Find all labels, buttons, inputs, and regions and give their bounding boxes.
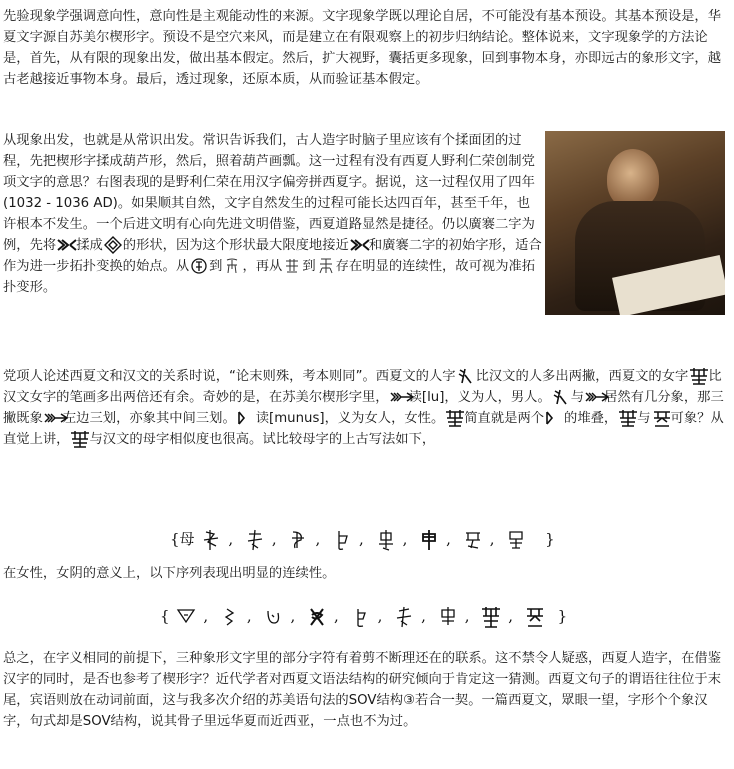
tangut-variant-glyph-icon (524, 605, 546, 629)
paragraph-female-sequence-intro: 在女性，女阴的意义上，以下序列表现出明显的连续性。 (3, 566, 336, 581)
figure-photo-yeli-renrong (545, 131, 725, 315)
bronze-female-glyph-icon (306, 605, 328, 629)
ancient-glyph-icon (222, 257, 242, 275)
cuneiform-lu-glyph-icon (389, 388, 409, 406)
bronze-mother-glyph-icon (287, 528, 309, 552)
bronze-mother-glyph-icon (331, 528, 353, 552)
document-page: 先验现象学强调意向性，意向性是主观能动性的来源。文字现象学既以理论自居，不可能没有基本预设。其基本预设是，华夏文字源自苏美尔楔形字。预设不是空穴来风，而是建立在有限观察上的初步归纳结论。整体说来，文字现象学的方法论是，首先，从有限的现象出发，做出基本假定。然后，扩大视野，囊括更多现象，回到事物本身，亦即远古的象形文字，越古老越接近事物本身。最后，透过现象，还原本质，从而验证基本假定。 从现象出发，也就是从常识出发。常识告诉我们，古人造字时脑子里应该有个揉面团的过程，先把楔形字揉成葫芦形，然后，照着葫芦画瓢。这一过程有没有西夏人野利仁荣创制党项文字的意思？右图表现的是野利仁荣在用汉字偏旁拼西夏字。据说，这一过程仅用了四年(1032 - 1036 AD)。如果顺其自然，文字自然发生的过程可能长达四百年，甚至千年，也许根本不发生。一个后进文明有心向先进文明借鉴，西夏道路显然是捷径。仍以廣褰二字为例，先将 揉成 的形状，因为这个形状最大限度地接近 和廣褰二字的初始字形，适合作为进一步拓扑变换的始点。从 到 ，再从 到 存在明显的连续性，故可视为准拓扑变形。 党项人论述西夏文和汉文的关系时说，“论末则殊，考本则同”。西夏文的人字 比汉文的人多出两撇，西夏文的女字 比汉文女字的笔画多出两倍还有余。奇妙的是，在苏美尔楔形字里， 读[lu]，义为人，男人。 与 居然有几分象，那三撇既象 左边三划，亦象其中间三划。 读[munus]，义为女人，女性。 简直就是两个 的堆叠， 与 可象？从直觉上讲， 与汉文的母字相似度也很高。试比较母字的上古写法如下， {母 , , , , , , , } 在女性，女阴的意义上，以下序列表现出明显的连续性。 { , , , , , , , , } 总之，在字义相同的前提下，三种象形文字里的部分字符有着剪不断理还在的联系。这不禁令人疑惑，西夏人造字，在借鉴汉字的同时，是否也参考了楔形字？近代学者对西夏文语法结构的研究倾向于肯定这一猜测。西夏文句子的谓语往往位于末尾，宾语则放在动词前面，这与我多次介绍的苏美语句法的SOV结构③若合一契。一篇西夏文，眾眼一望，字形个个象汉字，句式却是SOV结构，说其骨子里远华夏而近西亚，一点也不为过。 (0, 0, 734, 769)
tangut-variant-glyph-icon (651, 409, 671, 427)
seal-female-glyph-icon (437, 605, 459, 629)
paragraph-intro: 先验现象学强调意向性，意向性是主观能动性的来源。文字现象学既以理论自居，不可能没有基本预设。其基本预设是，华夏文字源自苏美尔楔形字。预设不是空穴来风，而是建立在有限观察上的初步归纳结论。整体说来，文字现象学的方法论是，首先，从有限的现象出发，做出基本假定。然后，扩大视野，囊括更多现象，回到事物本身，亦即远古的象形文字，越古老越接近事物本身。最后，透过现象，还原本质，从而验证基本假定。 (3, 9, 722, 87)
tangut-person-glyph-icon (456, 367, 476, 385)
cuneiform-glyph-icon (56, 236, 76, 254)
tangut-person-glyph-icon (551, 388, 571, 406)
oracle-female-glyph-icon (262, 605, 284, 629)
ancient-glyph-icon (282, 257, 302, 275)
oracle-female-glyph-icon (219, 605, 241, 629)
tangut-woman-glyph-icon (444, 409, 464, 427)
seal-female-glyph-icon (393, 605, 415, 629)
cuneiform-munus-glyph-icon (236, 409, 256, 427)
ancient-glyph-icon (316, 257, 336, 275)
tangut-woman-glyph-icon (480, 605, 502, 629)
gourd-glyph-icon (103, 236, 123, 254)
oracle-mother-glyph-icon (200, 528, 222, 552)
tangut-woman-glyph-icon (617, 409, 637, 427)
paragraph-conclusion: 总之，在字义相同的前提下，三种象形文字里的部分字符有着剪不断理还在的联系。这不禁令人疑惑，西夏人造字，在借鉴汉字的同时，是否也参考了楔形字？近代学者对西夏文语法结构的研究倾向于肯定这一猜测。西夏文句子的谓语往往位于末尾，宾语则放在动词前面，这与我多次介绍的苏美语句法的SOV结构③若合一契。一篇西夏文，眾眼一望，字形个个象汉字，句式却是SOV结构，说其骨子里远华夏而近西亚，一点也不为过。 (3, 651, 722, 729)
cuneiform-lu-glyph-icon (584, 388, 604, 406)
cuneiform-glyph-icon (349, 236, 369, 254)
bronze-female-glyph-icon (350, 605, 372, 629)
oracle-mother-glyph-icon (244, 528, 266, 552)
cuneiform-munus-glyph-icon (544, 409, 564, 427)
tangut-woman-glyph-icon (688, 367, 708, 385)
paragraph-tangut-chinese: 党项人论述西夏文和汉文的关系时说，“论末则殊，考本则同”。西夏文的人字 比汉文的人多出两撇，西夏文的女字 比汉文女字的笔画多出两倍还有余。奇妙的是，在苏美尔楔形字里， 读[lu]，义为人，男人。 与 居然有几分象，那三撇既象 左边三划，亦象其中间三划。 读[munus]，义为女人，女性。 简直就是两个 的堆叠， 与 可象？从直觉上讲， 与汉文的母字相似度也很高。试比较母字的上古写法如下， (3, 369, 724, 447)
seal-mother-glyph-icon (462, 528, 484, 552)
cuneiform-lu-glyph-icon (43, 409, 63, 427)
seal-mother-glyph-icon (505, 528, 527, 552)
seal-glyph-icon (189, 257, 209, 275)
paragraph-phenomenon: 从现象出发，也就是从常识出发。常识告诉我们，古人造字时脑子里应该有个揉面团的过程，先把楔形字揉成葫芦形，然后，照着葫芦画瓢。这一过程有没有西夏人野利仁荣创制党项文字的意思？右图表现的是野利仁荣在用汉字偏旁拼西夏字。据说，这一过程仅用了四年(1032 - 1036 AD)。如果顺其自然，文字自然发生的过程可能长达四百年，甚至千年，也许根本不发生。一个后进文明有心向先进文明借鉴，西夏道路显然是捷径。仍以廣褰二字为例，先将 揉成 的形状，因为这个形状最大限度地接近 和廣褰二字的初始字形，适合作为进一步拓扑变换的始点。从 到 ，再从 到 存在明显的连续性，故可视为准拓扑变形。 (3, 133, 542, 295)
seal-mother-glyph-icon (375, 528, 397, 552)
triangle-glyph-icon (175, 605, 197, 629)
seal-mother-glyph-icon (418, 528, 440, 552)
tangut-woman-glyph-icon (69, 430, 89, 448)
